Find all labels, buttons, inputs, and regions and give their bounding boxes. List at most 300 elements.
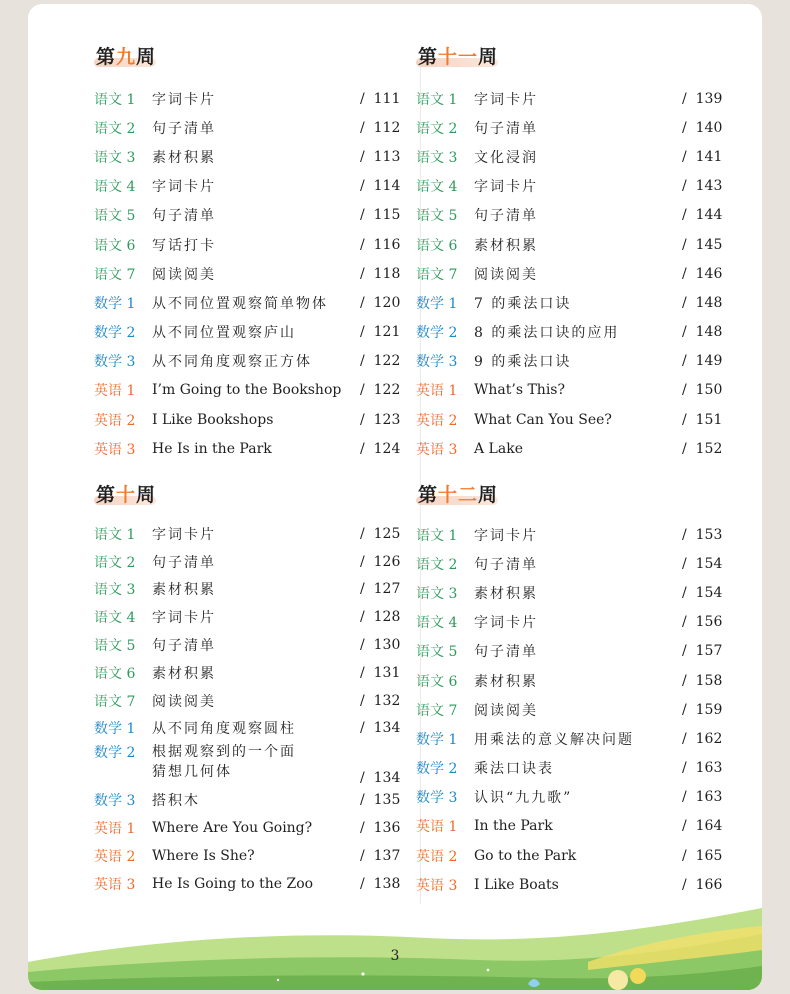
entry-title-line: What’s This? [474,382,565,399]
subject-label [94,439,152,459]
entry-title-line: 用乘法的意义解决问题 [474,731,634,748]
toc-row[interactable] [94,84,404,113]
entry-title [474,758,682,778]
page-ref-number: 163 [695,789,723,806]
entry-title [152,579,360,599]
page-ref-number: 111 [373,90,401,107]
toc-row[interactable] [94,742,404,786]
toc-row[interactable] [94,870,404,898]
page-reference: / 159 [682,701,723,718]
subject-name: 语文 [416,120,444,137]
entry-title [152,607,360,627]
subject-name: 语文 [94,693,122,710]
page-reference: / 138 [360,875,401,892]
subject-number: 1 [126,526,136,543]
entry-title-line: 阅读阅美 [152,266,216,283]
subject-number: 3 [126,354,136,371]
page-ref-number: 126 [373,553,401,570]
page-reference: / 131 [360,664,401,681]
subject-number: 5 [126,208,136,225]
subject-name: 英语 [94,441,122,458]
subject-number: 5 [126,638,136,655]
page-ref-number: 148 [695,294,723,311]
page-ref-number: 136 [373,820,401,837]
entry-title-line: 阅读阅美 [474,266,538,283]
toc-row[interactable] [416,578,726,607]
subject-label [416,89,474,109]
subject-label [94,205,152,225]
subject-label [416,235,474,255]
entry-title-line: Go to the Park [474,847,577,864]
subject-name: 语文 [416,556,444,573]
page-reference: / 127 [360,581,401,598]
page-ref-number: 154 [695,555,723,572]
subject-name: 英语 [416,848,444,865]
page-reference: / 132 [360,692,401,709]
subject-label [94,264,152,284]
subject-number: 2 [448,325,458,342]
entry-title-line: I Like Bookshops [152,411,274,428]
entry-title [152,552,360,572]
page-reference: / 112 [360,119,401,136]
toc-row[interactable] [416,754,726,783]
subject-name: 数学 [94,721,122,738]
entry-title-line: He Is Going to the Zoo [152,875,314,892]
page-ref-number: 137 [373,847,401,864]
subject-label [94,691,152,711]
page-ref-number: 149 [695,353,723,370]
toc-row[interactable] [94,405,404,434]
page-reference: / 137 [360,847,401,864]
toc-row[interactable] [94,288,404,317]
subject-label [416,525,474,545]
entry-title [152,820,360,836]
entry-title [474,641,682,661]
subject-number: 2 [448,761,458,778]
page-ref-number: 131 [373,664,401,681]
page-ref-number: 144 [695,207,723,224]
entry-title [152,524,360,544]
toc-row[interactable] [94,434,404,463]
page-number: 3 [390,948,400,964]
entry-title [474,235,682,255]
entry-title-line: Where Is She? [152,847,255,864]
page-reference: / 164 [682,818,723,835]
page-ref-number: 152 [695,440,723,457]
toc-row[interactable] [94,631,404,659]
toc-row[interactable] [416,84,726,113]
toc-row[interactable] [94,576,404,604]
toc-row[interactable] [416,201,726,230]
page-reference: / 123 [360,411,401,428]
subject-number: 1 [448,527,458,544]
page-reference: / 151 [682,411,723,428]
toc-row[interactable] [94,259,404,288]
toc-list [416,84,726,463]
page-reference: / 140 [682,119,723,136]
page-reference: / 130 [360,637,401,654]
entry-title-line: 搭积木 [152,793,200,810]
toc-row[interactable] [94,715,404,743]
entry-title-line: 从不同位置观察简单物体 [152,295,328,312]
subject-name: 语文 [94,120,122,137]
toc-row[interactable] [416,549,726,578]
subject-label [94,579,152,599]
page-ref-number: 138 [373,875,401,892]
toc-row[interactable] [416,637,726,666]
subject-label [94,410,152,430]
toc-row[interactable] [94,230,404,259]
toc-row[interactable] [416,405,726,434]
page-ref-number: 125 [373,525,401,542]
week-suffix: 周 [136,484,157,506]
entry-title [152,848,360,864]
subject-label [94,118,152,138]
entry-title [474,264,682,284]
page-reference: / 126 [360,553,401,570]
subject-number: 6 [126,237,136,254]
toc-row[interactable] [94,548,404,576]
entry-title-line: 字词卡片 [474,179,538,196]
subject-number: 3 [448,790,458,807]
toc-row[interactable] [416,318,726,347]
page-ref-number: 123 [373,411,401,428]
entry-title [474,382,682,398]
subject-name: 数学 [416,325,444,342]
week-section [94,476,401,893]
subject-name: 英语 [94,383,122,400]
subject-label [416,176,474,196]
subject-label [94,380,152,400]
toc-row[interactable] [416,870,726,899]
page-reference: / 144 [682,207,723,224]
entry-title-line: 字词卡片 [152,610,216,627]
entry-title-line: 字词卡片 [474,527,538,544]
entry-title [152,293,360,313]
entry-title-line: 乘法口诀表 [474,761,554,778]
entry-title-line: 素材积累 [152,665,216,682]
subject-number: 3 [126,876,136,893]
toc-row[interactable] [416,841,726,870]
subject-name: 英语 [416,441,444,458]
subject-number: 1 [448,91,458,108]
entry-title [152,635,360,655]
toc-list [416,520,726,899]
subject-name: 语文 [94,91,122,108]
page-reference: / 145 [682,236,723,253]
subject-number: 4 [448,179,458,196]
week-number: 十一 [438,46,479,68]
subject-number: 2 [448,556,458,573]
subject-name: 数学 [94,354,122,371]
page-reference: / 113 [360,148,401,165]
toc-row[interactable] [94,814,404,842]
toc-row[interactable] [94,318,404,347]
entry-title-line: A Lake [474,440,523,457]
entry-title-line: 8 的乘法口诀的应用 [474,325,620,342]
entry-title [152,147,360,167]
page-ref-number: 143 [695,178,723,195]
toc-row[interactable] [94,786,404,814]
page-reference: / 148 [682,294,723,311]
toc-row[interactable] [416,172,726,201]
toc-row[interactable] [416,259,726,288]
page-reference: / 166 [682,876,723,893]
subject-number: 1 [126,721,136,738]
entry-title-line: What Can You See? [474,411,612,428]
entry-title [474,525,682,545]
page-reference: / 163 [682,760,723,777]
page-reference: / 124 [360,440,401,457]
subject-number: 2 [126,745,136,762]
entry-title [474,176,682,196]
subject-number: 3 [448,441,458,458]
subject-number: 1 [448,819,458,836]
toc-row[interactable] [94,603,404,631]
entry-title [152,118,360,138]
page-ref-number: 124 [373,440,401,457]
subject-number: 3 [448,149,458,166]
subject-number: 4 [126,610,136,627]
subject-name: 语文 [416,266,444,283]
toc-row[interactable] [94,201,404,230]
subject-label [416,729,474,749]
entry-title [474,554,682,574]
toc-row[interactable] [94,376,404,405]
page-reference: / 165 [682,847,723,864]
subject-name: 英语 [416,383,444,400]
page-reference: / 141 [682,148,723,165]
entry-title-line: 字词卡片 [152,91,216,108]
week-prefix: 第 [96,46,117,68]
toc-row[interactable] [416,434,726,463]
subject-name: 语文 [94,665,122,682]
subject-name: 语文 [416,208,444,225]
toc-row[interactable] [416,347,726,376]
subject-label [94,235,152,255]
subject-name: 语文 [416,91,444,108]
entry-title-line: 字词卡片 [152,526,216,543]
subject-label [416,380,474,400]
subject-name: 数学 [416,731,444,748]
page-ref-number: 164 [695,818,723,835]
subject-name: 语文 [416,585,444,602]
page-reference: / 122 [360,353,401,370]
subject-label [94,147,152,167]
subject-label [94,552,152,572]
subject-number: 4 [126,179,136,196]
week-number: 十 [116,484,137,506]
subject-name: 数学 [94,295,122,312]
page-ref-number: 113 [373,148,401,165]
subject-number: 5 [448,208,458,225]
page-reference: / 115 [360,207,401,224]
entry-title-line: He Is in the Park [152,440,272,457]
page-reference: / 139 [682,90,723,107]
week-prefix: 第 [418,484,439,506]
subject-label [94,293,152,313]
subject-name: 语文 [416,179,444,196]
entry-title [474,412,682,428]
entry-title [152,412,360,428]
week-title-text [418,480,498,507]
page-ref-number: 118 [373,265,401,282]
subject-label [94,89,152,109]
subject-number: 3 [126,582,136,599]
subject-label [416,322,474,342]
subject-label [94,874,152,894]
toc-row[interactable] [416,230,726,259]
entry-title-line: 认识“九九歌” [474,790,573,807]
page-reference: / 163 [682,789,723,806]
subject-label [416,787,474,807]
subject-label [416,351,474,371]
page-ref-number: 165 [695,847,723,864]
entry-title [474,322,682,342]
page-reference: / 116 [360,236,401,253]
page-ref-number: 156 [695,614,723,631]
entry-title [474,205,682,225]
toc-row[interactable] [416,812,726,841]
page-ref-number: 134 [373,770,401,787]
page-reference: / 154 [682,584,723,601]
toc-row[interactable] [416,724,726,753]
subject-label [416,293,474,313]
entry-title [152,691,360,711]
toc-row[interactable] [94,842,404,870]
toc-row[interactable] [94,113,404,142]
toc-row[interactable] [416,113,726,142]
page-ref-number: 158 [695,672,723,689]
entry-title [474,787,682,807]
toc-row[interactable] [416,288,726,317]
subject-name: 语文 [94,638,122,655]
week-suffix: 周 [478,46,499,68]
page-reference: / 125 [360,525,401,542]
subject-number: 5 [448,644,458,661]
grass-hill-illustration [28,900,762,990]
entry-title-line: 7 的乘法口诀 [474,295,572,312]
page-ref-number: 139 [695,90,723,107]
toc-row[interactable] [94,659,404,687]
subject-label [94,607,152,627]
entry-title-line: 字词卡片 [474,615,538,632]
toc-row[interactable] [94,172,404,201]
subject-name: 语文 [94,610,122,627]
page-ref-number: 145 [695,236,723,253]
week-title [418,38,718,74]
week-title [418,476,718,512]
subject-number: 7 [448,266,458,283]
entry-title [474,612,682,632]
entry-title-line: 从不同角度观察正方体 [152,354,312,371]
page-ref-number: 115 [373,207,401,224]
subject-label [94,322,152,342]
week-prefix: 第 [418,46,439,68]
entry-title-line: 句子清单 [152,638,216,655]
subject-number: 1 [448,295,458,312]
subject-name: 数学 [416,761,444,778]
subject-name: 语文 [416,237,444,254]
subject-number: 7 [448,702,458,719]
subject-number: 2 [448,120,458,137]
toc-row[interactable] [416,376,726,405]
entry-title-line: 句子清单 [474,644,538,661]
toc-row[interactable] [416,142,726,171]
entry-title [152,441,360,457]
toc-row[interactable] [94,142,404,171]
subject-number: 3 [126,441,136,458]
subject-name: 英语 [416,877,444,894]
page-ref-number: 130 [373,637,401,654]
subject-name: 语文 [94,179,122,196]
subject-label [416,671,474,691]
entry-title-line: 从不同位置观察庐山 [152,325,296,342]
toc-row[interactable] [416,608,726,637]
entry-title-line: 句子清单 [152,208,216,225]
subject-number: 1 [126,821,136,838]
page-ref-number: 112 [373,119,401,136]
toc-row[interactable] [416,695,726,724]
subject-name: 数学 [94,325,122,342]
subject-name: 数学 [416,295,444,312]
page-reference: / 148 [682,324,723,341]
entry-title-line: 阅读阅美 [152,693,216,710]
subject-name: 语文 [94,582,122,599]
entry-title-line: 素材积累 [474,237,538,254]
subject-number: 1 [126,295,136,312]
toc-list [94,520,404,898]
page-ref-number: 134 [373,720,401,737]
subject-label [94,524,152,544]
entry-title [474,147,682,167]
page-ref-number: 122 [373,382,401,399]
toc-row[interactable] [94,687,404,715]
entry-title [474,583,682,603]
subject-number: 3 [126,149,136,166]
page-ref-number: 146 [695,265,723,282]
page-reference: / 156 [682,614,723,631]
subject-label [416,410,474,430]
subject-label [416,439,474,459]
subject-name: 语文 [94,526,122,543]
subject-number: 2 [126,120,136,137]
subject-name: 语文 [416,149,444,166]
entry-title [152,176,360,196]
entry-title-line: 9 的乘法口诀 [474,354,572,371]
entry-title [152,790,360,810]
subject-label [416,205,474,225]
toc-row[interactable] [94,520,404,548]
entry-title [474,118,682,138]
page-ref-number: 151 [695,411,723,428]
subject-name: 英语 [416,819,444,836]
toc-row[interactable] [94,347,404,376]
subject-name: 语文 [94,208,122,225]
subject-label [416,846,474,866]
toc-row[interactable] [416,783,726,812]
toc-row[interactable] [416,520,726,549]
subject-number: 3 [448,585,458,602]
entry-title-line: 从不同角度观察圆柱 [152,721,296,738]
page-reference: / 150 [682,382,723,399]
toc-row[interactable] [416,666,726,695]
subject-name: 语文 [416,644,444,661]
subject-number: 4 [448,615,458,632]
subject-name: 英语 [94,848,122,865]
subject-number: 7 [126,266,136,283]
page-reference: / 111 [360,90,401,107]
